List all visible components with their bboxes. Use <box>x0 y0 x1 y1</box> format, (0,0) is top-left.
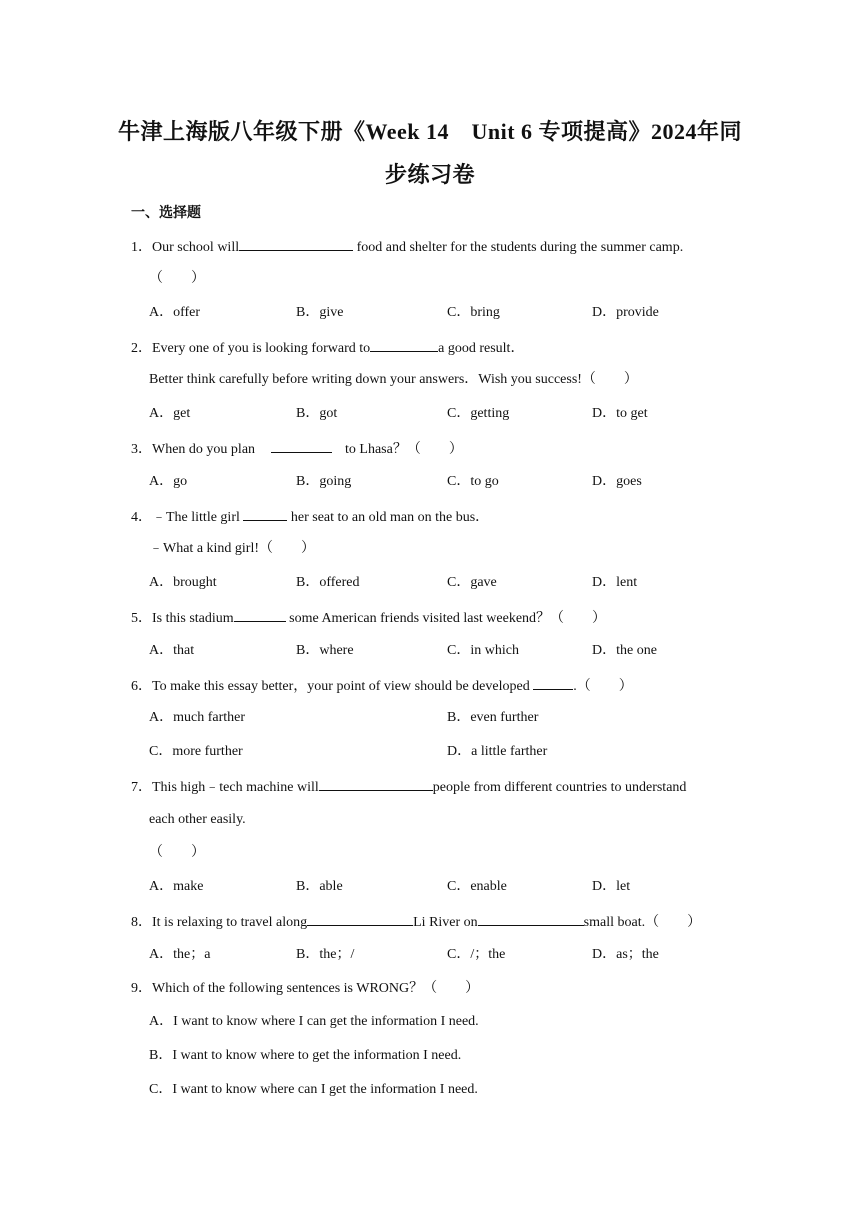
option-a[interactable]: A．brought <box>149 575 217 590</box>
question-1: 1．Our school will food and shelter for the students during the summer camp. <box>131 236 683 258</box>
option-d[interactable]: D．a little farther <box>447 744 548 759</box>
question-5: 5．Is this stadium some American friends visited last weekend？（ ） <box>131 607 606 629</box>
option-c[interactable]: C．in which <box>447 643 519 658</box>
option-b[interactable]: B．I want to know where to get the information I need. <box>149 1048 462 1063</box>
option-a[interactable]: A．get <box>149 406 191 421</box>
option-c[interactable]: C．bring <box>447 305 500 320</box>
option-a[interactable]: A．make <box>149 879 204 894</box>
answer-blank <box>243 506 287 521</box>
option-c[interactable]: C．gave <box>447 575 497 590</box>
option-a[interactable]: A．offer <box>149 305 201 320</box>
option-b[interactable]: B．going <box>296 474 352 489</box>
option-a[interactable]: A．that <box>149 643 195 658</box>
section-heading: 一、选择题 <box>131 206 201 221</box>
question-7-continuation: each other easily. <box>149 812 246 827</box>
answer-blank <box>307 911 413 926</box>
option-c[interactable]: C．getting <box>447 406 510 421</box>
answer-blank <box>478 911 584 926</box>
question-2: 2．Every one of you is looking forward to a good result． <box>131 337 524 359</box>
option-a[interactable]: A．go <box>149 474 188 489</box>
answer-blank <box>271 438 332 453</box>
answer-blank <box>234 607 286 622</box>
option-b[interactable]: B．got <box>296 406 338 421</box>
option-b[interactable]: B．able <box>296 879 343 894</box>
question-8: 8．It is relaxing to travel along Li River on small boat.（ ） <box>131 911 701 933</box>
answer-bracket: （ ） <box>149 271 205 286</box>
option-a[interactable]: A．the；a <box>149 947 211 962</box>
question-3: 3．When do you plan to Lhasa？（ ） <box>131 438 463 460</box>
option-d[interactable]: D．provide <box>592 305 659 320</box>
option-b[interactable]: B．where <box>296 643 354 658</box>
option-c[interactable]: C．I want to know where can I get the information I need. <box>149 1082 478 1097</box>
option-a[interactable]: A．much farther <box>149 710 246 725</box>
question-2-continuation: Better think carefully before writing down your answers．Wish you success!（ ） <box>149 372 638 387</box>
answer-blank <box>370 337 438 352</box>
option-b[interactable]: B．give <box>296 305 344 320</box>
document-title-line-1: 牛津上海版八年级下册《Week 14 Unit 6 专项提高》2024年同 <box>117 119 743 144</box>
option-c[interactable]: C．enable <box>447 879 507 894</box>
option-d[interactable]: D．to get <box>592 406 648 421</box>
answer-bracket: （ ） <box>149 845 205 860</box>
option-c[interactable]: C．to go <box>447 474 499 489</box>
option-c[interactable]: C．more further <box>149 744 243 759</box>
option-d[interactable]: D．lent <box>592 575 638 590</box>
option-d[interactable]: D．the one <box>592 643 657 658</box>
question-4-continuation: ﹣What a kind girl!（ ） <box>149 541 316 556</box>
option-a[interactable]: A．I want to know where I can get the information I need. <box>149 1014 479 1029</box>
option-d[interactable]: D．as；the <box>592 947 659 962</box>
document-title-line-2: 步练习卷 <box>384 162 475 187</box>
option-d[interactable]: D．let <box>592 879 631 894</box>
question-4: 4．﹣The little girl her seat to an old man on the bus． <box>131 506 489 528</box>
option-c[interactable]: C．/；the <box>447 947 506 962</box>
answer-blank <box>533 675 573 690</box>
answer-blank <box>239 236 353 251</box>
question-6: 6．To make this essay better，your point of view should be developed .（ ） <box>131 675 633 697</box>
option-b[interactable]: B．the；/ <box>296 947 355 962</box>
answer-blank <box>319 776 433 791</box>
question-9: 9．Which of the following sentences is WRONG？（ ） <box>131 981 480 996</box>
question-7: 7．This high﹣tech machine will people from different countries to understand <box>131 776 686 798</box>
option-d[interactable]: D．goes <box>592 474 642 489</box>
option-b[interactable]: B．offered <box>296 575 360 590</box>
option-b[interactable]: B．even further <box>447 710 539 725</box>
